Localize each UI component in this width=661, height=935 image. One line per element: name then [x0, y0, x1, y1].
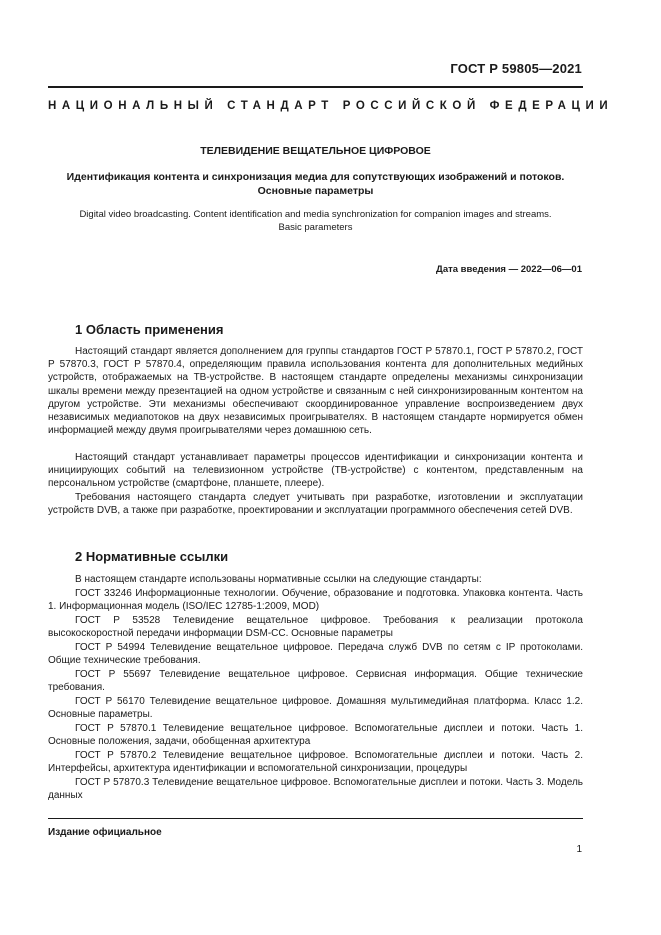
- reference-text: ГОСТ Р 57870.2 Телевидение вещательное цифровое. Вспомогательные дисплеи и потоки. Часть 2. Интерфейсы, архитектура идентификации и вспомогательной синхронизации, процедуры: [48, 750, 583, 775]
- paragraph-text: Требования настоящего стандарта следует учитывать при разработке, изготовлении и эксплуатации устройств DVB, а также при разработке, проектировании и эксплуатации программного обеспечения сетей DVB.: [48, 492, 583, 517]
- english-title: [48, 208, 583, 234]
- reference-text: ГОСТ Р 57870.3 Телевидение вещательное цифровое. Вспомогательные дисплеи и потоки. Часть 3. Модель данных: [48, 777, 583, 802]
- normative-reference: [48, 614, 583, 640]
- normative-reference: [48, 776, 583, 802]
- standard-subtitle: [48, 170, 583, 198]
- paragraph-text: В настоящем стандарте использованы нормативные ссылки на следующие стандарты:: [75, 574, 482, 585]
- section-2-intro: [48, 573, 583, 586]
- subtitle-line-2: Основные параметры: [257, 185, 374, 197]
- normative-reference: [48, 587, 583, 613]
- normative-reference: [48, 668, 583, 694]
- reference-text: ГОСТ Р 54994 Телевидение вещательное цифровое. Передача служб DVB по сетям с IP протоколами. Общие технические требования.: [48, 642, 583, 667]
- english-title-line-2: Basic parameters: [278, 222, 353, 233]
- national-standard-banner: НАЦИОНАЛЬНЫЙ СТАНДАРТ РОССИЙСКОЙ ФЕДЕРАЦИИ: [48, 100, 614, 112]
- subtitle-line-1: Идентификация контента и синхронизация медиа для сопутствующих изображений и потоков.: [66, 171, 565, 183]
- normative-reference: [48, 695, 583, 721]
- page-number: 1: [576, 844, 582, 855]
- reference-text: ГОСТ Р 57870.1 Телевидение вещательное цифровое. Вспомогательные дисплеи и потоки. Часть 1. Основные положения, задачи, обобщенная архитектура: [48, 723, 583, 748]
- section-1-paragraph: [48, 345, 583, 437]
- reference-text: ГОСТ Р 55697 Телевидение вещательное цифровое. Сервисная информация. Общие технические требования.: [48, 669, 583, 694]
- standard-title: ТЕЛЕВИДЕНИЕ ВЕЩАТЕЛЬНОЕ ЦИФРОВОЕ: [200, 145, 431, 157]
- section-1-paragraph: [48, 491, 583, 517]
- introduction-date: Дата введения — 2022—06—01: [436, 264, 582, 275]
- official-edition-label: Издание официальное: [48, 827, 162, 838]
- reference-text: ГОСТ Р 53528 Телевидение вещательное цифровое. Требования к реализации протокола высокоскоростной передачи информации DSM-CC. Основные параметры: [48, 615, 583, 640]
- header-divider: [48, 86, 583, 88]
- footer-divider: [48, 818, 583, 819]
- normative-reference: [48, 641, 583, 667]
- paragraph-text: Настоящий стандарт является дополнением для группы стандартов ГОСТ Р 57870.1, ГОСТ Р 57870.2, ГОСТ Р 57870.3, ГОСТ Р 57870.4, определяющим правила использования контента для дополнительных медийных устройств, отображаемых на ТВ-устройстве. В настоящем стандарте определены механизмы синхронизации шкалы времени между презентацией на одном устройстве и связанным с ней синхронизированным контентом на другом устройстве. Эти механизмы обеспечивают скоординированное управление воспроизведением двух независимых медиапотоков на двух независимых проигрывателях. В настоящем стандарте нормируется обмен информацией между двумя проигрывателями через домашнюю сеть.: [48, 346, 583, 437]
- normative-reference: [48, 722, 583, 748]
- section-2-heading: 2 Нормативные ссылки: [75, 549, 229, 564]
- paragraph-text: Настоящий стандарт устанавливает параметры процессов идентификации и синхронизации контента и инициирующих событий на телевизионном устройстве (ТВ-устройстве) с контентом, представленным на персональном устройстве (смартфоне, планшете, плеере).: [48, 452, 583, 490]
- section-1-heading: 1 Область применения: [75, 322, 224, 337]
- reference-text: ГОСТ 33246 Информационные технологии. Обучение, образование и подготовка. Упаковка контента. Часть 1. Информационная модель (ISO/IEC 12785-1:2009, MOD): [48, 588, 583, 613]
- section-1-paragraph: [48, 451, 583, 491]
- document-number: ГОСТ Р 59805—2021: [450, 61, 582, 76]
- normative-reference: [48, 749, 583, 775]
- english-title-line-1: Digital video broadcasting. Content identification and media synchronization for companion images and streams.: [79, 209, 552, 220]
- reference-text: ГОСТ Р 56170 Телевидение вещательное цифровое. Домашняя мультимедийная платформа. Класс 1.2. Основные параметры.: [48, 696, 583, 721]
